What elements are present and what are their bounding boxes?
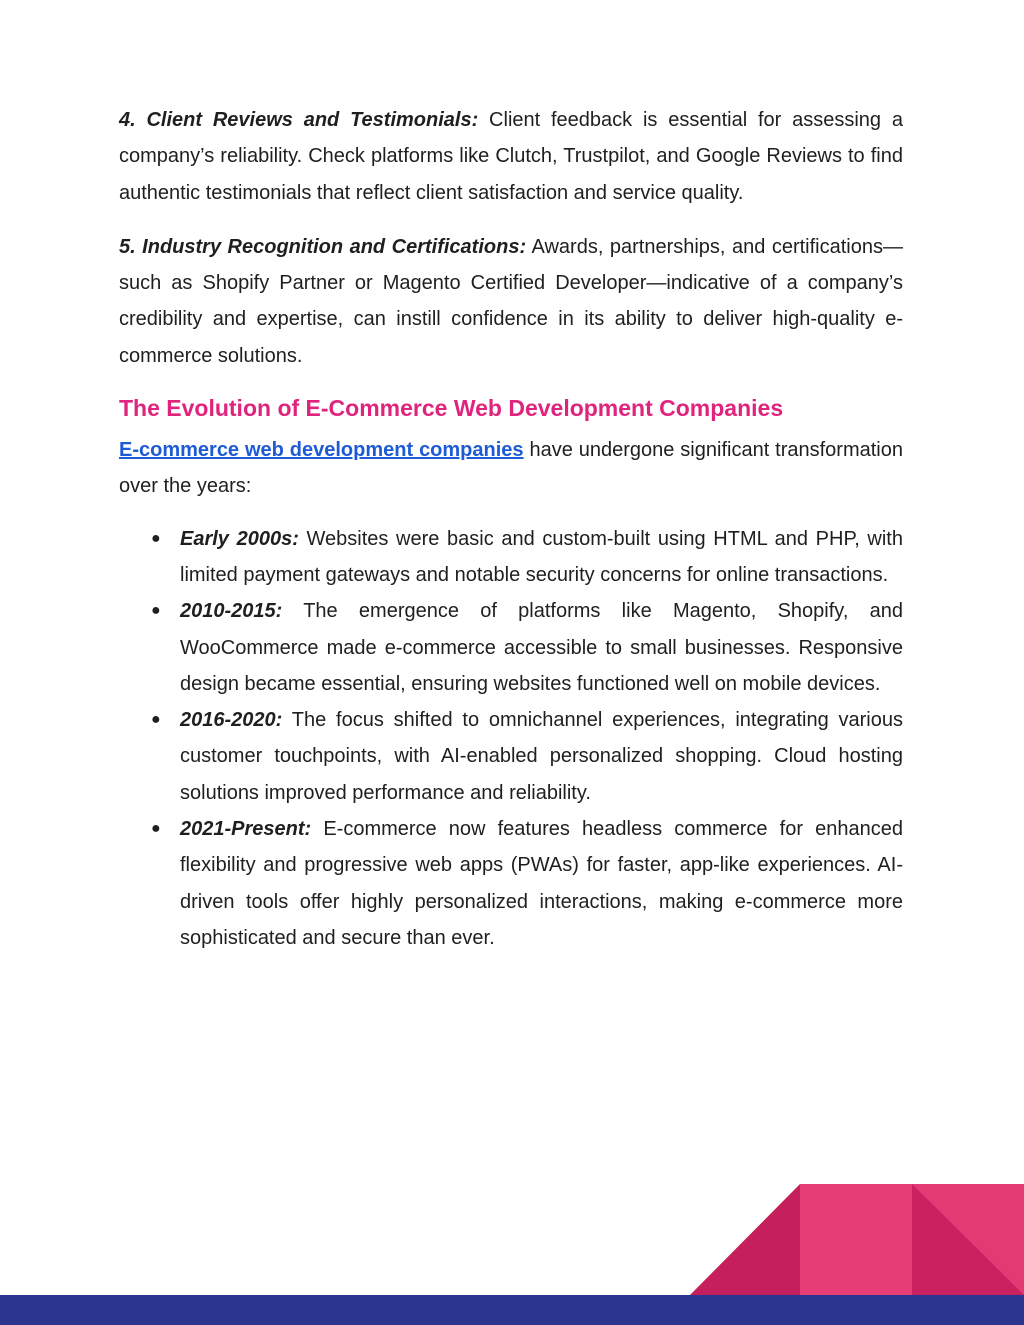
section-text: Awards, partnerships, and certifications—such as Shopify Partner or Magento Certified Developer—indicative of a company’s credibility and expertise, can instill confidence in its ability to deliver high-quality e-commerce solutions. xyxy=(119,235,903,367)
timeline-text: The emergence of platforms like Magento, Shopify, and WooCommerce made e-commerce accessible to small businesses. Responsive design became essential, ensuring websites functioned well on mobile devices. xyxy=(180,600,903,695)
timeline-period: Early 2000s: xyxy=(180,527,299,550)
list-item xyxy=(151,593,903,702)
timeline-period: 2016-2020: xyxy=(180,709,283,732)
timeline-text: The focus shifted to omnichannel experiences, integrating various customer touchpoints, with AI-enabled personalized shopping. Cloud hosting solutions improved performance and reliability. xyxy=(180,709,903,804)
section-lead: 5. Industry Recognition and Certifications: xyxy=(119,235,527,258)
list-item xyxy=(151,521,903,594)
timeline-period: 2010-2015: xyxy=(180,600,283,623)
ecommerce-companies-link[interactable]: E-commerce web development companies xyxy=(119,439,524,462)
bullet-icon: ● xyxy=(151,602,161,620)
evolution-timeline xyxy=(119,521,903,957)
corner-decoration xyxy=(690,1184,1024,1295)
document-body xyxy=(119,102,903,956)
timeline-period: 2021-Present: xyxy=(180,818,312,841)
section-text: Client feedback is essential for assessing a company’s reliability. Check platforms like Clutch, Trustpilot, and Google Reviews to find authentic testimonials that reflect client satisfaction and service quality. xyxy=(119,109,903,204)
timeline-text: E-commerce now features headless commerce for enhanced flexibility and progressive web apps (PWAs) for faster, app-like experiences. AI-driven tools offer highly personalized interactions, making e-commerce more sophisticated and secure than ever. xyxy=(180,818,903,949)
list-item xyxy=(151,702,903,811)
section-industry-recognition xyxy=(119,229,903,374)
footer-band xyxy=(0,1295,1024,1325)
section-lead: 4. Client Reviews and Testimonials: xyxy=(119,109,479,131)
bullet-icon: ● xyxy=(151,711,161,729)
bullet-icon: ● xyxy=(151,820,161,838)
section-client-reviews xyxy=(119,102,903,211)
corner-block-middle xyxy=(800,1184,912,1295)
evolution-intro xyxy=(119,432,903,505)
intro-text: have undergone significant transformation over the years: xyxy=(119,439,903,498)
evolution-heading: The Evolution of E-Commerce Web Development Companies xyxy=(119,395,784,422)
bullet-icon: ● xyxy=(151,529,161,547)
list-item xyxy=(151,811,903,956)
timeline-text: Websites were basic and custom-built using HTML and PHP, with limited payment gateways and notable security concerns for online transactions. xyxy=(180,527,903,586)
corner-triangle-left xyxy=(690,1184,800,1295)
